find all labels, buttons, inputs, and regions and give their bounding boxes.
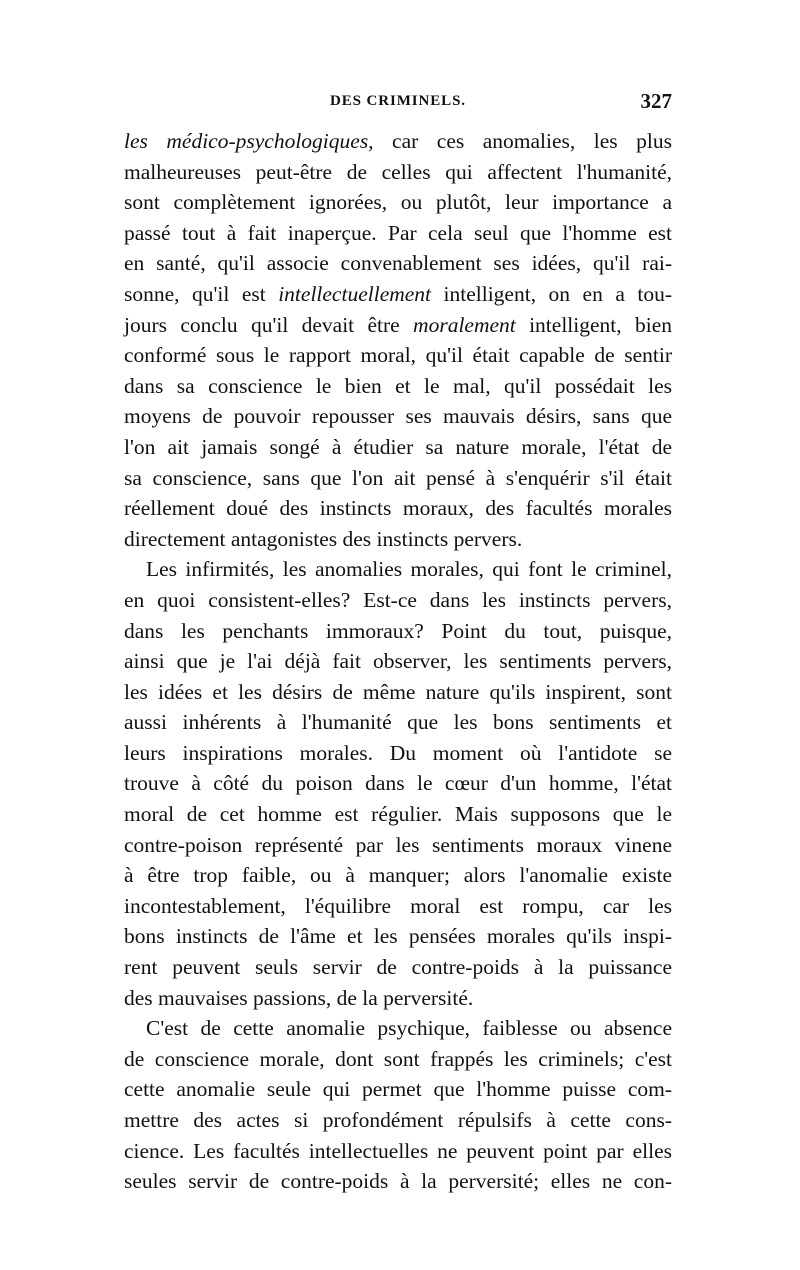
text-line: réellement doué des instincts moraux, des facultés morales bbox=[124, 496, 672, 521]
text-line: bons instincts de l'âme et les pensées morales qu'ils inspi- bbox=[124, 924, 672, 949]
text-line: en quoi consistent-elles? Est-ce dans les instincts pervers, bbox=[124, 587, 672, 612]
text-line: conformé sous le rapport moral, qu'il était capable de sentir bbox=[124, 343, 672, 368]
body-text bbox=[124, 126, 672, 1197]
text-line: cette anomalie seule qui permet que l'homme puisse com- bbox=[124, 1077, 672, 1102]
text-line: rent peuvent seuls servir de contre-poids à la puissance bbox=[124, 955, 672, 980]
running-head bbox=[124, 89, 672, 119]
text-line: ainsi que je l'ai déjà fait observer, les sentiments pervers, bbox=[124, 649, 672, 674]
text-line: à être trop faible, ou à manquer; alors l'anomalie existe bbox=[124, 863, 672, 888]
text-line: moyens de pouvoir repousser ses mauvais désirs, sans que bbox=[124, 404, 672, 429]
text-line: moral de cet homme est régulier. Mais supposons que le bbox=[124, 802, 672, 827]
paragraph-end-line: des mauvaises passions, de la perversité. bbox=[124, 985, 474, 1010]
text-line: mettre des actes si profondément répulsifs à cette cons- bbox=[124, 1108, 672, 1132]
running-title: DES CRIMINELS. bbox=[330, 93, 466, 109]
text-line: cience. Les facultés intellectuelles ne peuvent point par elles bbox=[124, 1138, 672, 1163]
text-line: passé tout à fait inaperçue. Par cela seul que l'homme est bbox=[124, 220, 672, 245]
text-line: dans les penchants immoraux? Point du tout, puisque, bbox=[124, 618, 672, 643]
paragraph-end-line: directement antagonistes des instincts pervers. bbox=[124, 526, 523, 551]
text-line: leurs inspirations morales. Du moment où l'antidote se bbox=[124, 740, 672, 765]
text-line: l'on ait jamais songé à étudier sa nature morale, l'état de bbox=[124, 434, 672, 459]
text-line: de conscience morale, dont sont frappés les criminels; c'est bbox=[124, 1046, 672, 1071]
text-line: incontestablement, l'équilibre moral est rompu, car les bbox=[124, 893, 672, 918]
text-line: les idées et les désirs de même nature qu'ils inspirent, sont bbox=[124, 679, 672, 704]
text-line: sonne, qu'il est intellectuellement intelligent, on en a tou- bbox=[124, 281, 672, 306]
text-line: dans sa conscience le bien et le mal, qu'il possédait les bbox=[124, 373, 672, 398]
page-number: 327 bbox=[640, 89, 672, 113]
paragraph-start-line: C'est de cette anomalie psychique, faiblesse ou absence bbox=[146, 1016, 672, 1041]
italic-phrase: les médico-psychologiques, bbox=[124, 129, 374, 153]
italic-word: intellectuellement bbox=[278, 281, 432, 306]
text-line: jours conclu qu'il devait être moralement intelligent, bien bbox=[124, 312, 672, 337]
text-line: aussi inhérents à l'humanité que les bons sentiments et bbox=[124, 710, 672, 735]
text-line: les médico-psychologiques, car ces anomalies, les plus bbox=[124, 129, 672, 153]
text-line: sont complètement ignorées, ou plutôt, leur importance a bbox=[124, 190, 672, 215]
text-line: en santé, qu'il associe convenablement ses idées, qu'il rai- bbox=[124, 251, 672, 276]
text-line: seules servir de contre-poids à la perversité; elles ne con- bbox=[124, 1169, 672, 1194]
text-line: sa conscience, sans que l'on ait pensé à s'enquérir s'il était bbox=[124, 465, 672, 490]
italic-word: moralement bbox=[413, 312, 516, 337]
text-line: malheureuses peut-être de celles qui affectent l'humanité, bbox=[124, 159, 672, 184]
text-line: trouve à côté du poison dans le cœur d'un homme, l'état bbox=[124, 771, 672, 796]
paragraph-start-line: Les infirmités, les anomalies morales, qui font le criminel, bbox=[146, 557, 672, 582]
text-line: contre-poison représenté par les sentiments moraux vinene bbox=[124, 832, 672, 857]
